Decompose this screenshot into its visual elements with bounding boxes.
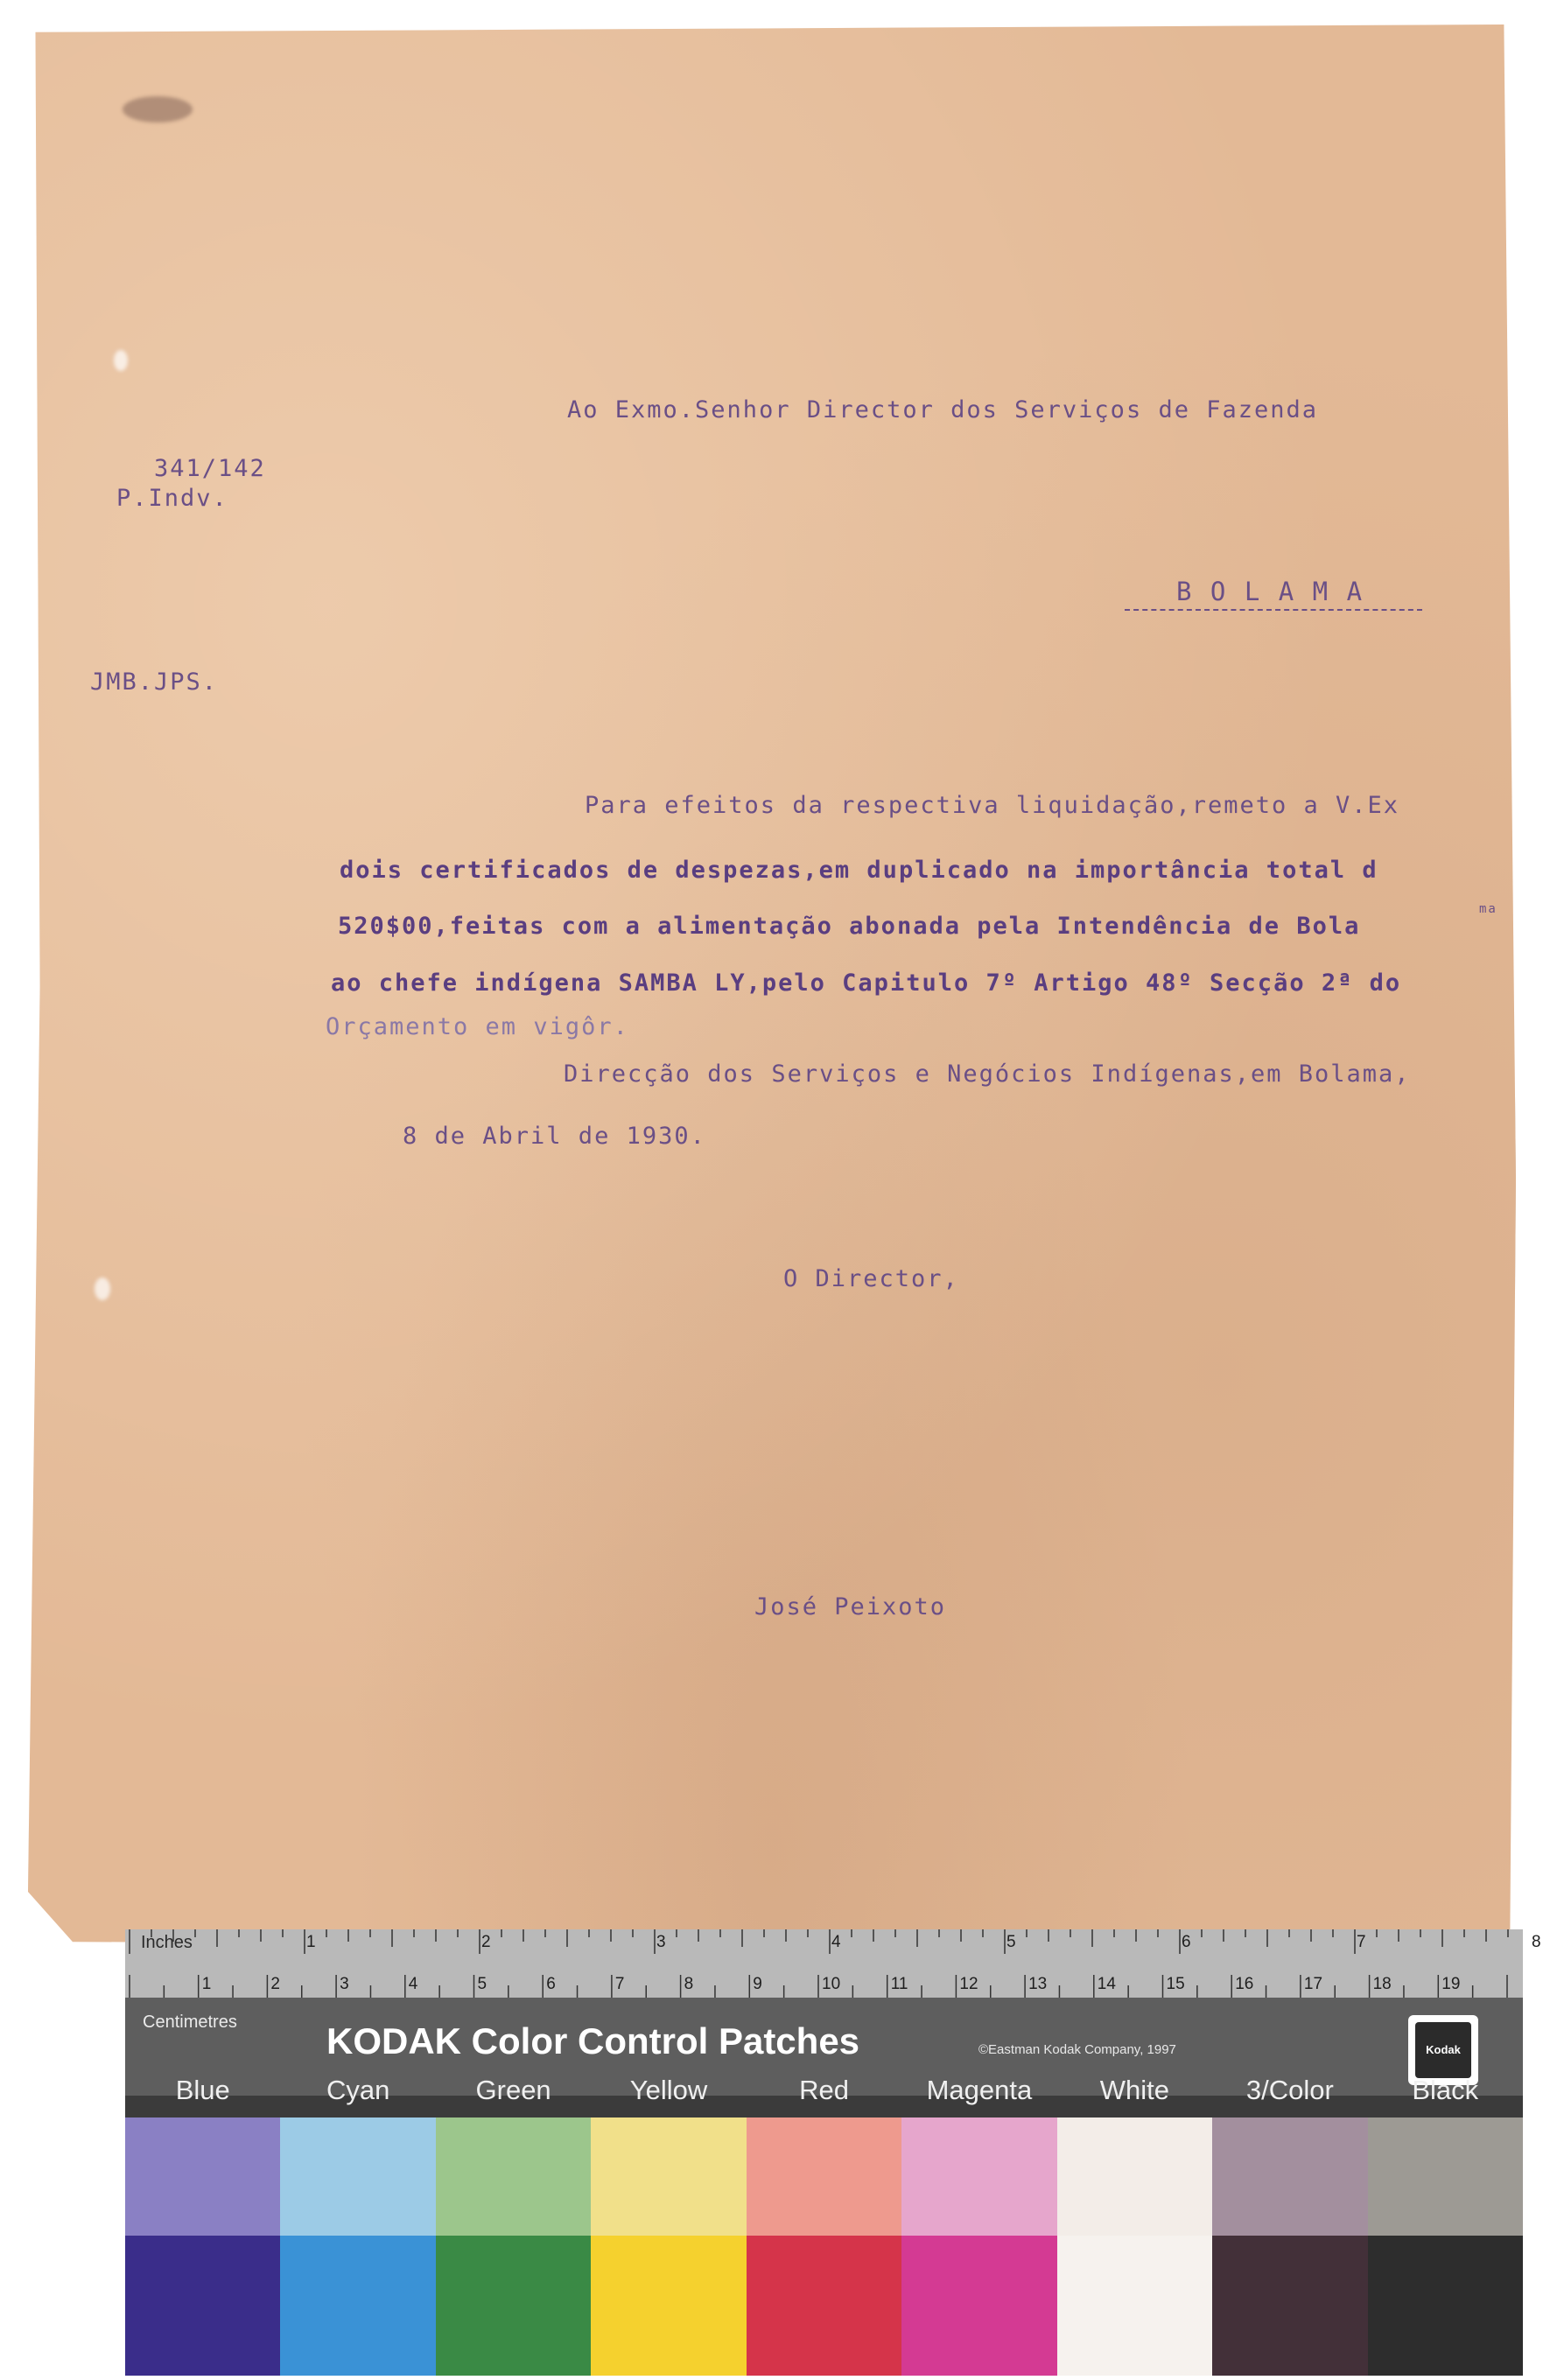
place-line: Direcção dos Serviços e Negócios Indígenas,em Bolama, [564, 1060, 1411, 1088]
ruler-cm-number: 14 [1097, 1975, 1116, 1993]
color-patch-light [1212, 2118, 1367, 2236]
ruler-cm-number: 2 [270, 1975, 280, 1993]
ruler-cm-number: 3 [340, 1975, 349, 1993]
top-left-stain [123, 96, 193, 122]
color-patch-light [436, 2118, 591, 2236]
centimetres-label: Centimetres [143, 2012, 237, 2032]
color-patch-dark [436, 2236, 591, 2376]
reference-number: 341/142 [154, 455, 266, 482]
ruler [125, 1929, 1541, 1998]
body-line-1: Para efeitos da respectiva liquidação,remeto a V.Ex [585, 792, 1400, 819]
color-patch-dark [747, 2236, 901, 2376]
color-patch-light [125, 2118, 280, 2236]
ruler-cm-number: 4 [408, 1975, 418, 1993]
ruler-cm-number: 12 [959, 1975, 978, 1993]
ruler-inch-number: 6 [1182, 1933, 1191, 1951]
ruler-cm-number: 17 [1303, 1975, 1323, 1993]
color-patch-dark [125, 2236, 280, 2376]
city-underline [1125, 609, 1422, 611]
patch-label-yellow: Yellow [629, 2075, 708, 2105]
color-patch-light [1368, 2118, 1523, 2236]
body-line-2: dois certificados de despezas,em duplicado na importância total d [340, 857, 1378, 884]
closing-line: O Director, [783, 1265, 959, 1292]
kodak-logo-text: Kodak [1415, 2022, 1471, 2078]
color-patch-light [747, 2118, 901, 2236]
typist-initials: JMB.JPS. [90, 668, 219, 696]
ruler-inch-number: 4 [831, 1933, 841, 1951]
ruler-inch-number: 2 [481, 1933, 491, 1951]
patch-label-white: White [1099, 2075, 1169, 2105]
ruler-cm-number: 15 [1166, 1975, 1185, 1993]
body-line-3: 520$00,feitas com a alimentação abonada pela Intendência de Bola [338, 913, 1361, 940]
ruler-cm-number: 7 [614, 1975, 625, 1993]
body-line-5: Orçamento em vigôr. [326, 1013, 629, 1040]
color-patch-dark [591, 2236, 746, 2376]
ruler-cm-number: 9 [753, 1975, 762, 1993]
ruler-cm-number: 6 [546, 1975, 556, 1993]
superscript-ma: ma [1479, 902, 1497, 916]
patch-label-3-color: 3/Color [1245, 2075, 1334, 2105]
color-patch-dark [1057, 2236, 1212, 2376]
patch-label-black: Black [1412, 2075, 1479, 2105]
binding-hole-mark-lower [95, 1278, 110, 1300]
ruler-cm-number: 16 [1235, 1975, 1254, 1993]
patch-label-cyan: Cyan [326, 2075, 390, 2105]
patch-label-magenta: Magenta [926, 2075, 1033, 2105]
ruler-inch-number: 7 [1357, 1933, 1366, 1951]
ruler-inch-number: 5 [1006, 1933, 1016, 1951]
patch-row-light [125, 2118, 1523, 2236]
color-patch-light [1057, 2118, 1212, 2236]
ruler-cm-number: 5 [477, 1975, 487, 1993]
color-patch-dark [1212, 2236, 1367, 2376]
date-line: 8 de Abril de 1930. [403, 1123, 706, 1150]
ruler-inch-number: 8 [1532, 1933, 1541, 1951]
ruler-cm-number: 10 [822, 1975, 841, 1993]
color-patch-dark [901, 2236, 1056, 2376]
patch-label-green: Green [475, 2075, 551, 2105]
signatory-name: José Peixoto [754, 1593, 947, 1620]
patch-label-red: Red [799, 2075, 849, 2105]
ruler-cm-number: 19 [1441, 1975, 1461, 1993]
color-patch-dark [280, 2236, 435, 2376]
color-patch-light [280, 2118, 435, 2236]
color-patch-light [901, 2118, 1056, 2236]
addressee-line: Ao Exmo.Senhor Director dos Serviços de Fazenda [567, 396, 1319, 424]
inches-label: Inches [141, 1933, 193, 1952]
patch-row-dark [125, 2236, 1523, 2376]
kodak-color-card [125, 1929, 1541, 2376]
color-patch-light [591, 2118, 746, 2236]
ruler-cm-number: 18 [1372, 1975, 1392, 1993]
ruler-cm-number: 13 [1028, 1975, 1048, 1993]
kodak-copyright: ©Eastman Kodak Company, 1997 [978, 2042, 1176, 2057]
binding-hole-mark [114, 350, 128, 371]
patch-label-blue: Blue [175, 2075, 230, 2105]
reference-code: P.Indv. [116, 485, 228, 512]
body-line-4: ao chefe indígena SAMBA LY,pelo Capitulo 7º Artigo 48º Secção 2ª do [331, 970, 1402, 997]
ruler-cm-number: 1 [201, 1975, 212, 1993]
ruler-cm-number: 11 [890, 1975, 908, 1993]
ruler-cm-number: 8 [684, 1975, 694, 1993]
ruler-inch-number: 1 [306, 1933, 316, 1951]
kodak-title: KODAK Color Control Patches [326, 2020, 860, 2062]
color-patch-dark [1368, 2236, 1523, 2376]
addressee-city: B O L A M A [1176, 577, 1364, 606]
ruler-inch-number: 3 [656, 1933, 666, 1951]
